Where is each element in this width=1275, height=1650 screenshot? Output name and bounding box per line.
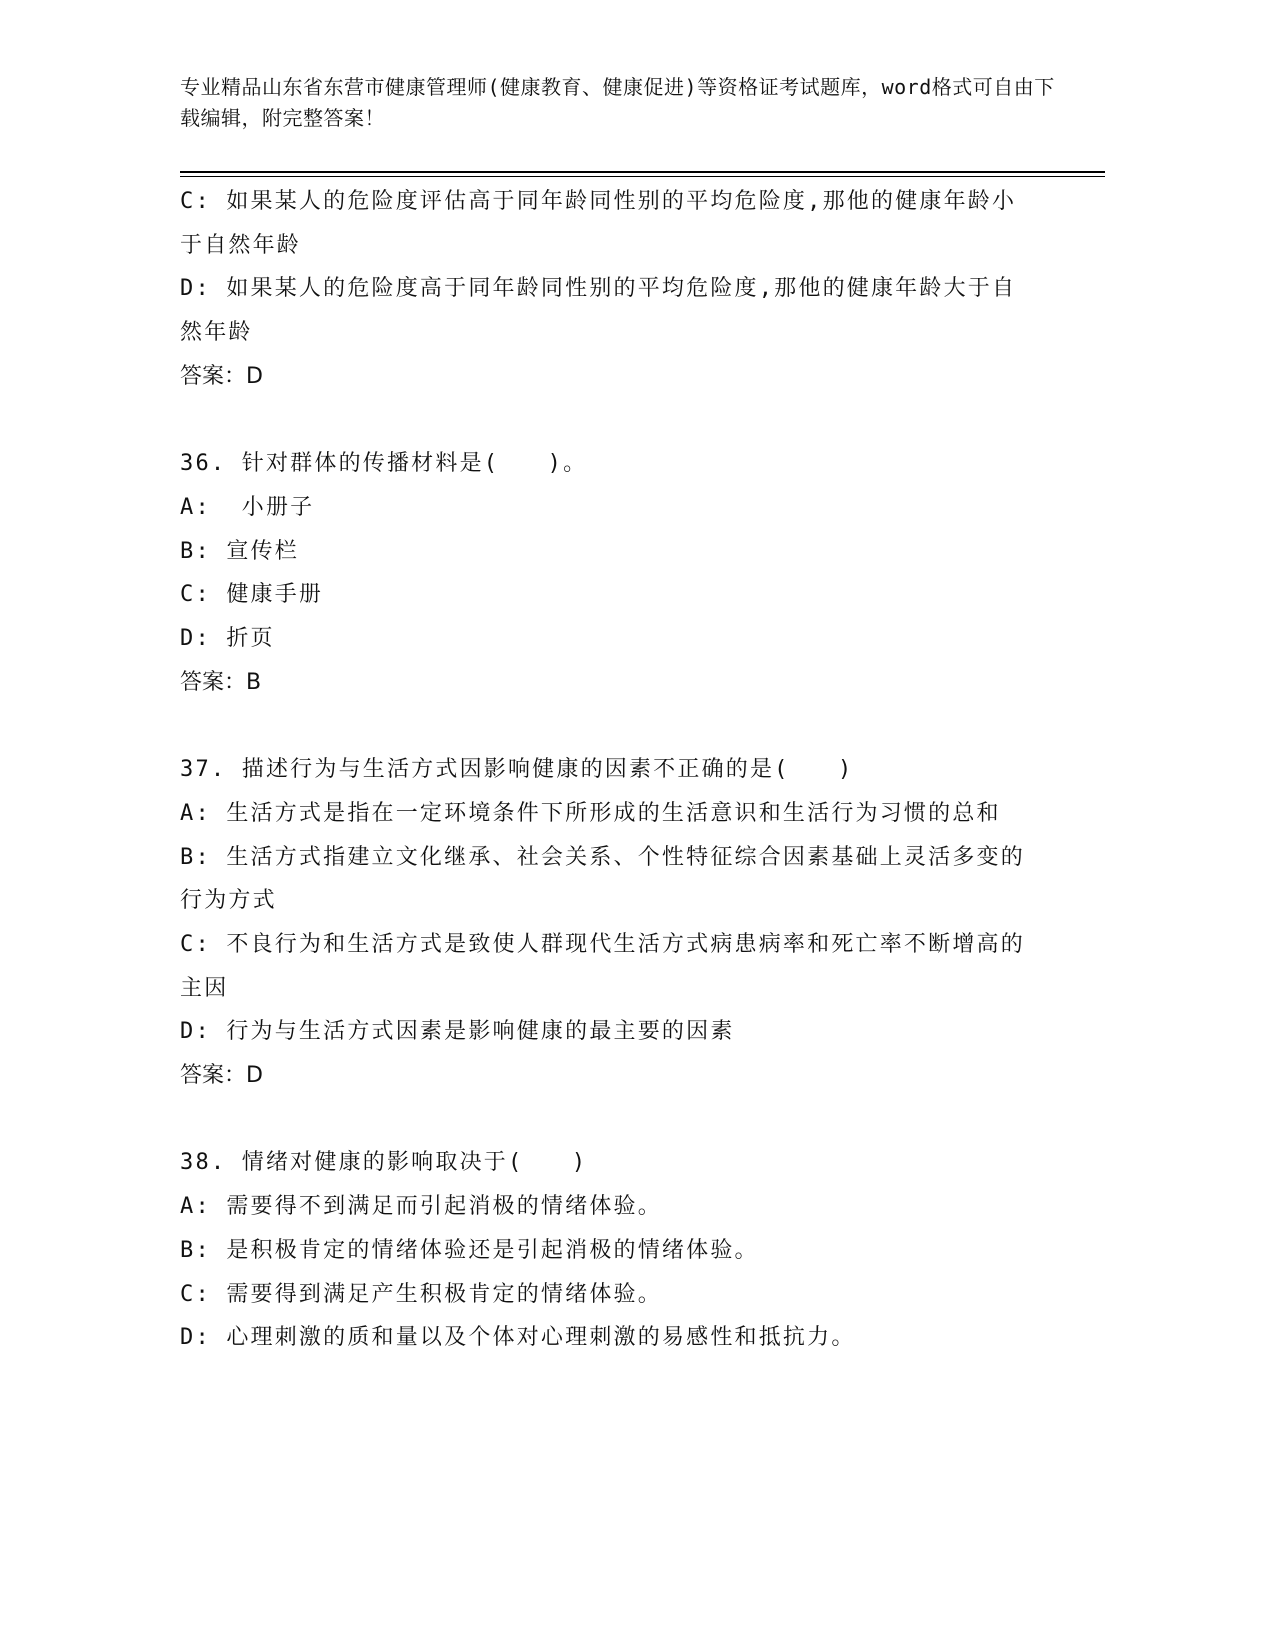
option-c: C: 如果某人的危险度评估高于同年龄同性别的平均危险度,那他的健康年龄小于自然年龄 (180, 189, 1017, 258)
document-body (180, 180, 1030, 1360)
answer: 答案：B (180, 669, 262, 695)
option-d: D: 如果某人的危险度高于同年龄同性别的平均危险度,那他的健康年龄大于自然年龄 (180, 276, 1017, 346)
option-c: C: 需要得到满足产生积极肯定的情绪体验。 (180, 1281, 662, 1307)
option-b: B: 生活方式指建立文化继承、社会关系、个性特征综合因素基础上灵活多变的行为方式 (180, 844, 1025, 914)
option-c: C: 健康手册 (180, 582, 324, 608)
option-d: D: 心理刺激的质和量以及个体对心理刺激的易感性和抵抗力。 (180, 1325, 856, 1351)
question-stem: 38. 情绪对健康的影响取决于( ) (180, 1150, 588, 1176)
option-b: B: 是积极肯定的情绪体验还是引起消极的情绪体验。 (180, 1237, 759, 1263)
option-a: A: 生活方式是指在一定环境条件下所形成的生活意识和生活行为习惯的总和 (180, 800, 1001, 826)
header-rule-thick (180, 171, 1105, 173)
option-d: D: 折页 (180, 626, 275, 652)
answer: 答案：D (180, 1063, 263, 1089)
option-c: C: 不良行为和生活方式是致使人群现代生活方式病患病率和死亡率不断增高的主因 (180, 931, 1025, 1001)
answer: 答案：D (180, 363, 263, 389)
question-block-38 (180, 1141, 1030, 1360)
document-header: 专业精品山东省东营市健康管理师(健康教育、健康促进)等资格证考试题库，word格式可自由下载编辑，附完整答案！ (180, 75, 1055, 130)
header-rule-thin (180, 176, 1105, 177)
question-block-37 (180, 748, 1030, 1098)
question-block-36 (180, 442, 1030, 704)
option-a: A: 小册子 (180, 494, 315, 520)
option-d: D: 行为与生活方式因素是影响健康的最主要的因素 (180, 1019, 735, 1045)
question-stem: 36. 针对群体的传播材料是( )。 (180, 451, 588, 477)
question-block-35 (180, 180, 1030, 399)
option-a: A: 需要得不到满足而引起消极的情绪体验。 (180, 1194, 662, 1220)
option-b: B: 宣传栏 (180, 538, 299, 564)
question-stem: 37. 描述行为与生活方式因影响健康的因素不正确的是( ) (180, 757, 854, 783)
